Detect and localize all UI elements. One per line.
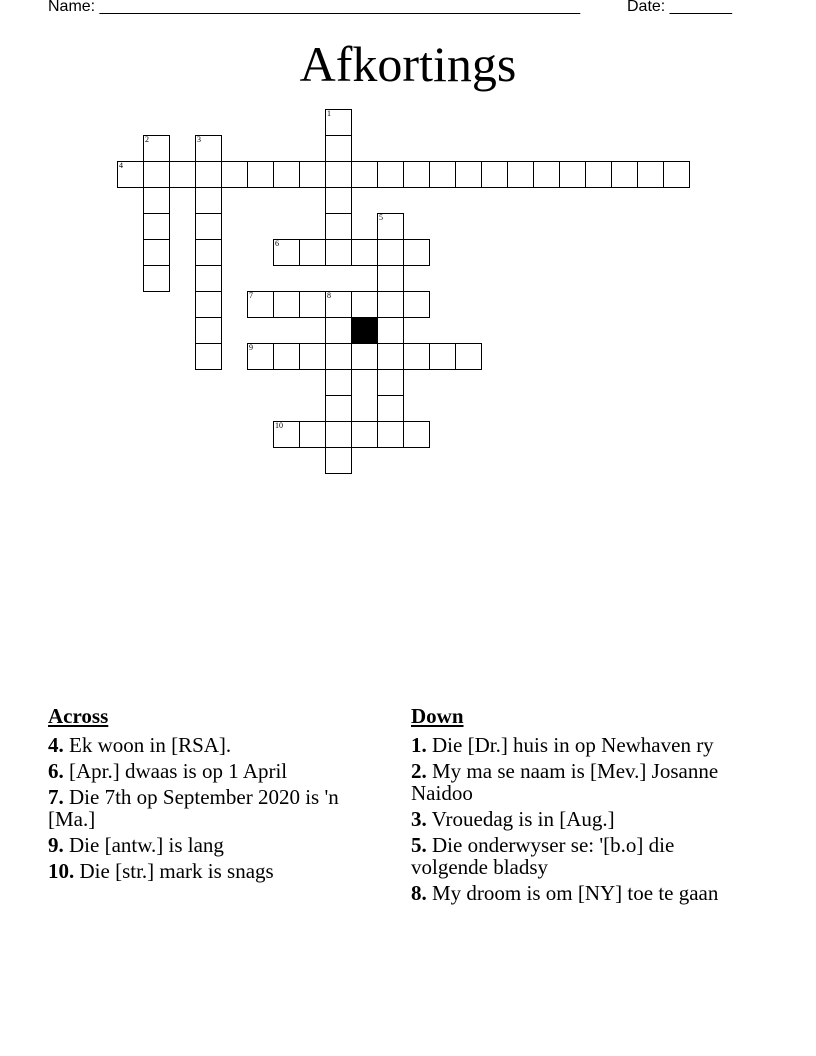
crossword-cell[interactable] xyxy=(377,213,404,240)
crossword-cell[interactable] xyxy=(429,343,456,370)
clue-number-label: 3 xyxy=(197,135,201,144)
across-heading: Across xyxy=(48,704,109,728)
crossword-cell[interactable] xyxy=(403,421,430,448)
crossword-cell[interactable] xyxy=(325,187,352,214)
crossword-cell[interactable] xyxy=(143,161,170,188)
crossword-cell[interactable] xyxy=(377,161,404,188)
crossword-cell[interactable] xyxy=(143,187,170,214)
crossword-cell[interactable] xyxy=(507,161,534,188)
crossword-cell[interactable] xyxy=(299,291,326,318)
crossword-cell[interactable] xyxy=(377,239,404,266)
crossword-cell[interactable] xyxy=(351,343,378,370)
crossword-cell[interactable] xyxy=(377,395,404,422)
crossword-cell[interactable] xyxy=(195,213,222,240)
clue-text: [Apr.] dwaas is op 1 April xyxy=(69,759,288,783)
clue-number-label: 8 xyxy=(327,291,331,300)
crossword-cell[interactable] xyxy=(325,447,352,474)
crossword-cell[interactable] xyxy=(351,239,378,266)
crossword-cell[interactable] xyxy=(299,421,326,448)
crossword-cell[interactable] xyxy=(403,161,430,188)
crossword-cell[interactable] xyxy=(325,161,352,188)
crossword-cell[interactable] xyxy=(351,291,378,318)
crossword-cell[interactable] xyxy=(403,291,430,318)
crossword-cell[interactable] xyxy=(143,135,170,162)
clue-text: Die [Dr.] huis in op Newhaven ry xyxy=(432,733,714,757)
crossword-cell[interactable] xyxy=(377,343,404,370)
crossword-cell[interactable] xyxy=(351,161,378,188)
across-clue xyxy=(48,786,378,830)
crossword-cell[interactable] xyxy=(143,213,170,240)
clue-text: My ma se naam is [Mev.] Josanne Naidoo xyxy=(411,759,719,805)
crossword-cell[interactable] xyxy=(195,265,222,292)
crossword-cell[interactable] xyxy=(273,161,300,188)
across-clue xyxy=(48,760,378,782)
crossword-cell[interactable] xyxy=(143,239,170,266)
clue-number: 3. xyxy=(411,807,427,831)
down-clues xyxy=(411,704,741,908)
crossword-cell[interactable] xyxy=(195,343,222,370)
crossword-cell[interactable] xyxy=(325,421,352,448)
clue-number: 10. xyxy=(48,859,75,883)
crossword-cell[interactable] xyxy=(325,395,352,422)
crossword-cell[interactable] xyxy=(143,265,170,292)
crossword-cell[interactable] xyxy=(377,317,404,344)
crossword-cell[interactable] xyxy=(377,369,404,396)
crossword-cell[interactable] xyxy=(325,109,352,136)
crossword-cell[interactable] xyxy=(377,291,404,318)
crossword-cell[interactable] xyxy=(403,343,430,370)
across-clue xyxy=(48,734,378,756)
clue-number-label: 6 xyxy=(275,239,279,248)
crossword-cell[interactable] xyxy=(299,343,326,370)
across-clues xyxy=(48,704,378,886)
clue-text: Die [str.] mark is snags xyxy=(79,859,274,883)
clue-number: 6. xyxy=(48,759,64,783)
crossword-cell[interactable] xyxy=(429,161,456,188)
across-clue xyxy=(48,834,378,856)
clue-number: 7. xyxy=(48,785,64,809)
clue-text: My droom is om [NY] toe te gaan xyxy=(432,881,719,905)
down-clue xyxy=(411,760,741,804)
crossword-cell[interactable] xyxy=(663,161,690,188)
clue-number-label: 9 xyxy=(249,343,253,352)
crossword-cell[interactable] xyxy=(247,343,274,370)
crossword-cell[interactable] xyxy=(455,343,482,370)
down-clue xyxy=(411,834,741,878)
crossword-cell[interactable] xyxy=(247,291,274,318)
name-field-label: Name: ______________________________________________________ xyxy=(48,0,581,15)
clue-text: Die [antw.] is lang xyxy=(69,833,224,857)
crossword-cell[interactable] xyxy=(325,239,352,266)
crossword-cell[interactable] xyxy=(325,369,352,396)
crossword-cell[interactable] xyxy=(195,317,222,344)
clue-number: 5. xyxy=(411,833,427,857)
clue-number-label: 5 xyxy=(379,213,383,222)
clue-number-label: 1 xyxy=(327,109,331,118)
down-clue xyxy=(411,734,741,756)
crossword-cell[interactable] xyxy=(169,161,196,188)
crossword-cell[interactable] xyxy=(325,135,352,162)
crossword-cell[interactable] xyxy=(481,161,508,188)
down-heading: Down xyxy=(411,704,464,728)
crossword-cell[interactable] xyxy=(273,291,300,318)
crossword-cell[interactable] xyxy=(637,161,664,188)
crossword-cell[interactable] xyxy=(273,343,300,370)
down-clue xyxy=(411,882,741,904)
black-cell xyxy=(351,317,378,344)
crossword-cell[interactable] xyxy=(611,161,638,188)
across-clue xyxy=(48,860,378,882)
crossword-cell[interactable] xyxy=(273,239,300,266)
crossword-cell[interactable] xyxy=(325,291,352,318)
crossword-cell[interactable] xyxy=(325,317,352,344)
clue-number-label: 7 xyxy=(249,291,253,300)
crossword-cell[interactable] xyxy=(195,187,222,214)
clue-number: 4. xyxy=(48,733,64,757)
clue-text: Vrouedag is in [Aug.] xyxy=(431,807,615,831)
crossword-cell[interactable] xyxy=(247,161,274,188)
clue-number: 8. xyxy=(411,881,427,905)
clue-number: 2. xyxy=(411,759,427,783)
crossword-cell[interactable] xyxy=(351,421,378,448)
crossword-cell[interactable] xyxy=(299,161,326,188)
crossword-cell[interactable] xyxy=(377,265,404,292)
date-field-label: Date: _______ xyxy=(627,0,732,15)
crossword-cell[interactable] xyxy=(195,135,222,162)
crossword-cell[interactable] xyxy=(325,213,352,240)
page-title: Afkortings xyxy=(299,36,517,92)
crossword-cell[interactable] xyxy=(559,161,586,188)
clue-number-label: 2 xyxy=(145,135,149,144)
clue-number-label: 4 xyxy=(119,161,123,170)
clue-number-label: 10 xyxy=(275,421,283,430)
clue-text: Die 7th op September 2020 is 'n [Ma.] xyxy=(48,785,339,831)
crossword-cell[interactable] xyxy=(195,239,222,266)
crossword-cell[interactable] xyxy=(195,291,222,318)
crossword-cell[interactable] xyxy=(273,421,300,448)
crossword-cell[interactable] xyxy=(403,239,430,266)
clue-text: Die onderwyser se: '[b.o] die volgende bladsy xyxy=(411,833,675,879)
clue-number: 9. xyxy=(48,833,64,857)
crossword-cell[interactable] xyxy=(533,161,560,188)
clue-number: 1. xyxy=(411,733,427,757)
down-clue xyxy=(411,808,741,830)
crossword-cell[interactable] xyxy=(117,161,144,188)
clue-text: Ek woon in [RSA]. xyxy=(69,733,232,757)
crossword-cell[interactable] xyxy=(221,161,248,188)
crossword-cell[interactable] xyxy=(455,161,482,188)
crossword-cell[interactable] xyxy=(377,421,404,448)
crossword-cell[interactable] xyxy=(325,343,352,370)
crossword-cell[interactable] xyxy=(195,161,222,188)
crossword-cell[interactable] xyxy=(585,161,612,188)
crossword-cell[interactable] xyxy=(299,239,326,266)
